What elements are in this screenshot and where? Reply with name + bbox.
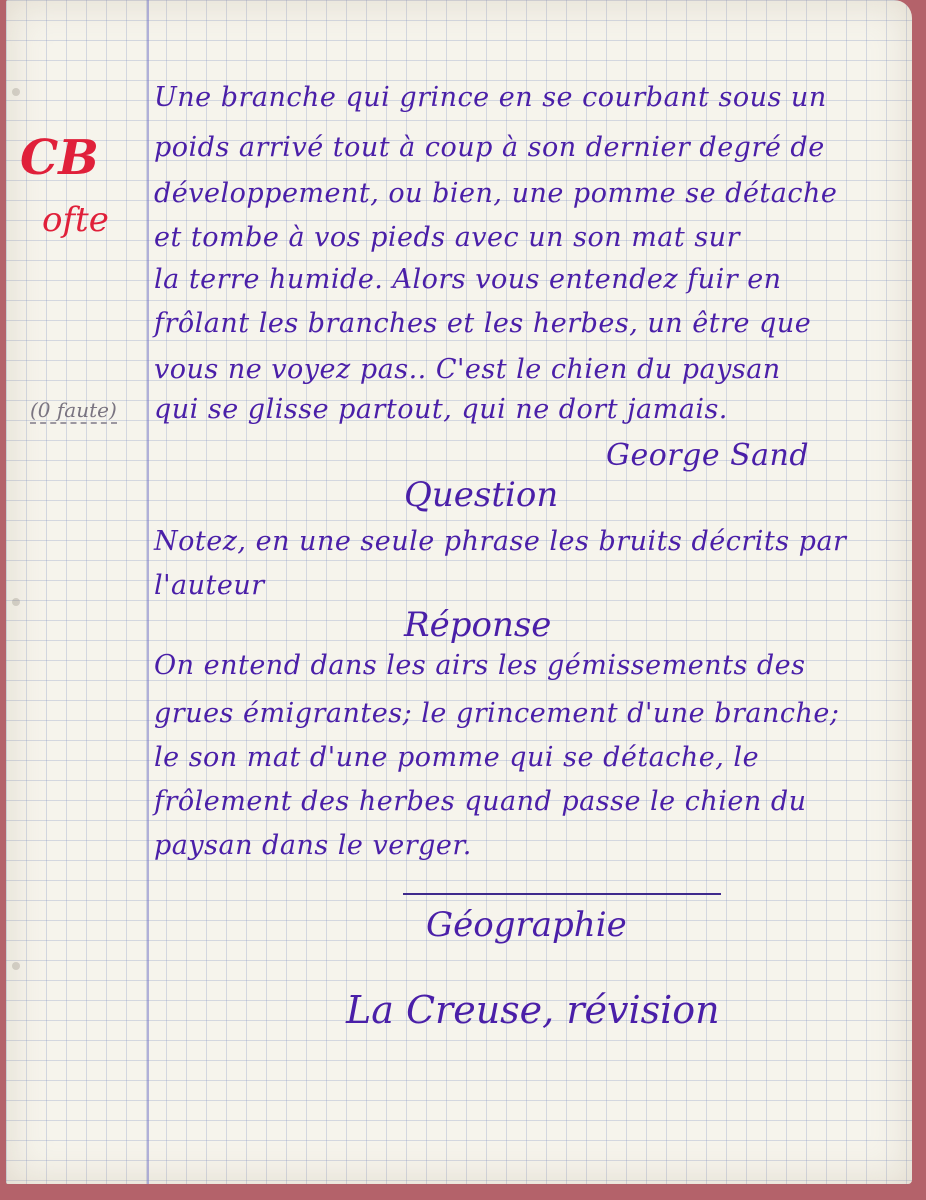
answer-line: grues émigrantes; le grincement d'une branche; (154, 698, 840, 729)
margin-line (147, 0, 149, 1184)
dictation-line: qui se glisse partout, qui ne dort jamais. (154, 394, 728, 425)
dictation-line: vous ne voyez pas.. C'est le chien du paysan (154, 354, 781, 385)
dictation-line: la terre humide. Alors vous entendez fuir en (154, 264, 782, 295)
dictation-line: poids arrivé tout à coup à son dernier degré de (154, 132, 825, 163)
question-line: l'auteur (154, 570, 265, 601)
dictation-line: Une branche qui grince en se courbant sous un (154, 82, 827, 113)
answer-line: frôlement des herbes quand passe le chien du (154, 786, 807, 817)
binding-hole (12, 962, 20, 970)
question-line: Notez, en une seule phrase les bruits décrits par (154, 526, 847, 557)
question-heading: Question (404, 475, 559, 515)
dictation-line: frôlant les branches et les herbes, un être que (154, 308, 812, 339)
geography-heading: Géographie (426, 905, 627, 945)
author-signature: George Sand (606, 438, 810, 473)
section-divider (403, 893, 721, 895)
binding-hole (12, 88, 20, 96)
grade-remark: ofte (42, 200, 109, 240)
answer-line: On entend dans les airs les gémissements des (154, 650, 806, 681)
geography-subheading: La Creuse, révision (346, 988, 720, 1032)
notebook-page (6, 0, 912, 1184)
binding-hole (12, 598, 20, 606)
answer-heading: Réponse (404, 605, 552, 645)
dictation-line: et tombe à vos pieds avec un son mat sur (154, 222, 740, 253)
grade-mark: CB (20, 130, 99, 186)
answer-line: paysan dans le verger. (154, 830, 472, 861)
dictation-line: développement, ou bien, une pomme se détache (154, 178, 838, 209)
error-count-note: (0 faute) (30, 398, 117, 422)
answer-line: le son mat d'une pomme qui se détache, le (154, 742, 760, 773)
